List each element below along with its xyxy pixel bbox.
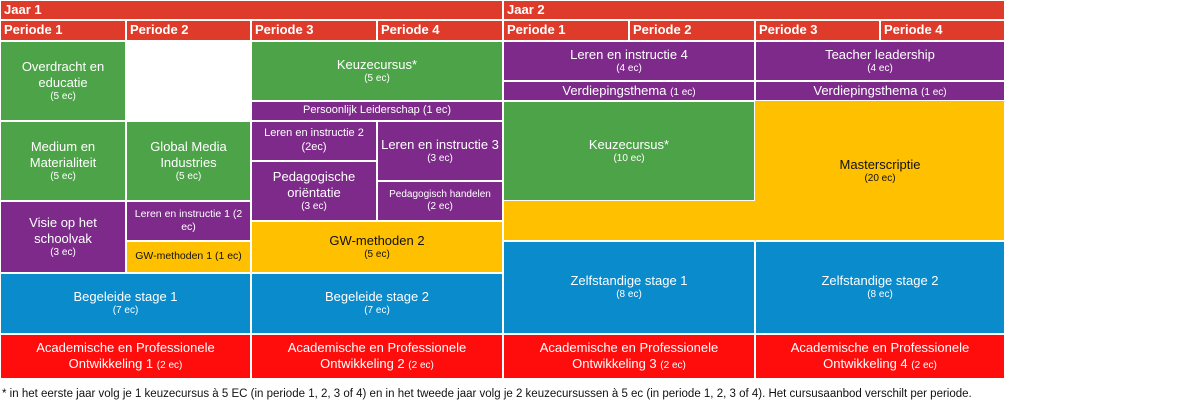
course-gw1: [126, 241, 251, 273]
course-keuze-2: [503, 101, 755, 201]
course-title: Verdiepingsthema (1 ec): [813, 82, 947, 98]
course-title: Medium en Materialiteit: [29, 138, 97, 170]
course-persoonlijk: [251, 101, 503, 121]
course-title: GW-methoden 1 (1 ec): [135, 250, 242, 263]
course-verdiepingsthema-2: [755, 81, 1005, 101]
course-ec: (10 ec): [613, 152, 645, 164]
course-title: Begeleide stage 1: [73, 289, 178, 305]
course-title: Leren en instructie 3: [381, 136, 499, 152]
course-title: Teacher leadership: [825, 46, 935, 62]
course-title: Academische en Professionele Ontwikkeling 3 (2 ec): [539, 340, 719, 372]
course-ec: (2 ec): [427, 201, 453, 212]
period-header: Periode 4: [377, 20, 503, 41]
period-header: Periode 2: [629, 20, 755, 41]
course-ec: (20 ec): [864, 172, 896, 184]
course-global-media: [126, 121, 251, 201]
course-ec: (3 ec): [301, 201, 327, 212]
course-ec: (7 ec): [364, 305, 390, 317]
course-visie: [0, 201, 126, 273]
course-title: Keuzecursus*: [336, 56, 418, 72]
course-ec: (4 ec): [616, 62, 642, 74]
period-header: Periode 4: [880, 20, 1005, 41]
course-lei4: [503, 41, 755, 81]
course-begeleide-stage-1: [0, 273, 251, 334]
course-title: Begeleide stage 2: [324, 289, 430, 305]
course-title: Overdracht en educatie: [21, 58, 105, 90]
course-apo-4: [755, 334, 1005, 379]
course-ec: (5 ec): [50, 91, 76, 102]
course-gw2: [251, 221, 503, 273]
course-apo-2: [251, 334, 503, 379]
course-apo-3: [503, 334, 755, 379]
course-title: GW-methoden 2: [329, 232, 425, 248]
course-masterscriptie: [755, 101, 1005, 241]
course-zelfstandige-stage-1: [503, 241, 755, 334]
course-title: Pedagogische oriëntatie: [272, 168, 356, 200]
footnote: * in het eerste jaar volg je 1 keuzecursus à 5 EC (in periode 1, 2, 3 of 4) en in het tweede jaar volg je 2 keuzecursussen à 5 ec (in periode 1, 2, 3 of 4). Het cursusaanbod verschilt per periode.: [2, 388, 972, 400]
course-title: Verdiepingsthema (1 ec): [562, 82, 696, 98]
course-title: Leren en instructie 1 (2 ec): [134, 207, 243, 233]
period-header: Periode 3: [755, 20, 880, 41]
course-keuze-1: [251, 41, 503, 101]
course-medium: [0, 121, 126, 201]
course-ec: (5 ec): [364, 72, 390, 84]
course-begeleide-stage-2: [251, 273, 503, 334]
course-apo-1: [0, 334, 251, 379]
course-overdracht: [0, 41, 126, 121]
course-title: Masterscriptie: [839, 156, 921, 172]
period-header: Periode 3: [251, 20, 377, 41]
course-title: Academische en Professionele Ontwikkeling 1 (2 ec): [36, 340, 215, 372]
period-header: Periode 1: [0, 20, 126, 41]
course-teacher-leadership: [755, 41, 1005, 81]
course-title: Leren en instructie 4: [570, 46, 688, 62]
course-title: Zelfstandige stage 2: [821, 273, 939, 289]
course-title: Persoonlijk Leiderschap (1 ec): [303, 104, 451, 117]
course-title: Pedagogisch handelen: [389, 188, 491, 200]
course-pedagogisch-handelen: [377, 181, 503, 221]
course-title: Global Media Industries: [150, 138, 227, 170]
course-zelfstandige-stage-2: [755, 241, 1005, 334]
period-header: Periode 1: [503, 20, 629, 41]
course-pedagogische-orientatie: [251, 161, 377, 221]
year-2-header: Jaar 2: [503, 0, 1005, 20]
course-lei1: [126, 201, 251, 241]
course-title: Keuzecursus*: [588, 136, 670, 152]
course-title: Academische en Professionele Ontwikkeling 2 (2 ec): [287, 340, 467, 372]
course-ec: (8 ec): [867, 289, 893, 301]
course-ec: (3 ec): [427, 152, 453, 164]
period-header: Periode 2: [126, 20, 251, 41]
course-ec: (2ec): [301, 141, 327, 153]
year-1-header: Jaar 1: [0, 0, 503, 20]
course-ec: (7 ec): [112, 305, 139, 317]
course-ec: (5 ec): [364, 248, 390, 260]
course-lei2: [251, 121, 377, 161]
course-ec: (3 ec): [50, 247, 76, 258]
course-title: Academische en Professionele Ontwikkeling 4 (2 ec): [790, 340, 970, 372]
course-ec: (5 ec): [50, 171, 76, 182]
course-title: Leren en instructie 2: [264, 127, 364, 140]
course-ec: (8 ec): [616, 289, 642, 301]
course-ec: (4 ec): [867, 62, 893, 74]
course-lei3: [377, 121, 503, 181]
course-title: Visie op het schoolvak: [29, 214, 97, 246]
course-ec: (5 ec): [175, 171, 202, 182]
course-title: Zelfstandige stage 1: [570, 273, 688, 289]
course-verdiepingsthema-1: [503, 81, 755, 101]
